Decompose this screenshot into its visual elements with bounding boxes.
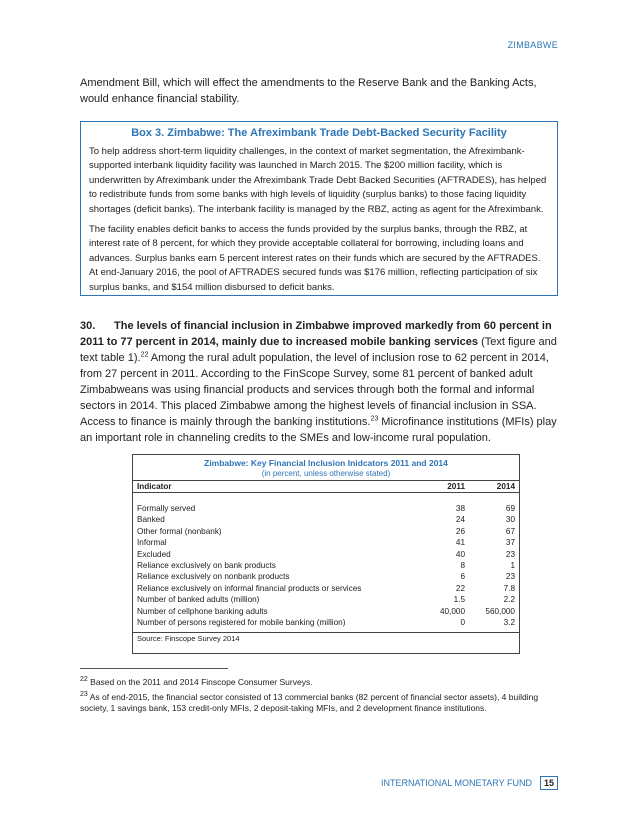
- paragraph-30: [80, 318, 560, 446]
- value-2014: 67: [505, 526, 515, 536]
- table-row: [133, 549, 519, 560]
- paragraph-number: 30.: [80, 320, 96, 332]
- value-2014: 69: [505, 504, 515, 513]
- header-indicator: Indicator: [137, 482, 172, 491]
- table-row: [133, 594, 519, 605]
- running-header: ZIMBABWE: [507, 40, 558, 50]
- header-2011: 2011: [447, 482, 465, 491]
- value-2011: 40,000: [439, 606, 465, 616]
- value-2011: 22: [455, 583, 465, 593]
- value-2011: 38: [455, 504, 465, 513]
- row-label: Other formal (nonbank): [137, 526, 222, 536]
- paragraph-text-a: (Text figure and text table 1).: [80, 336, 557, 364]
- footnote-ref-23[interactable]: 23: [370, 415, 379, 423]
- box-paragraph-1: To help address short-term liquidity challenges, in the context of market segmentation, the Afreximbank-supported interbank liquidity facility was launched in March 2015. The $200 million facility, which is underwritten by Afreximbank under the Afreximbank Trade Debt Backed Securities (AFTRADES), has helped to redistribute funds from some banks with high levels of liquidity (surplus banks) to those facing liquidity shortages (deficit banks). The interbank facility is managed by the RBZ, acting as agent for the Afreximbank.: [89, 145, 547, 215]
- row-label: Reliance exclusively on nonbank products: [137, 572, 290, 582]
- row-label: Number of persons registered for mobile banking (million): [137, 618, 346, 628]
- table-row: [133, 526, 519, 537]
- table-row: [133, 514, 519, 525]
- header-2014: 2014: [496, 482, 515, 491]
- table-subtitle: (in percent, unless otherwise stated): [261, 469, 391, 478]
- value-2014: 560,000: [485, 606, 515, 616]
- row-label: Excluded: [137, 549, 171, 559]
- box-paragraph-2: The facility enables deficit banks to access the funds provided by the surplus banks, through the RBZ, at interest rate of 8 percent, for which they provide acceptable collateral for borrowing, including loans and advances. Surplus banks earn 5 percent interest rates on their funds which are secured by the AFTRADES. At end-January 2016, the pool of AFTRADES secured funds was $176 million, reflecting participation of six surplus banks, and $154 million disbursed to deficit banks.: [89, 223, 541, 293]
- value-2011: 24: [455, 515, 465, 525]
- table-title: Zimbabwe: Key Financial Inclusion Inidcators 2011 and 2014: [204, 458, 448, 468]
- table-row: [133, 571, 519, 582]
- paragraph-text-b: Among the rural adult population, the level of inclusion rose to 62 percent in 2014, from 27 percent in 2011. According to the FinScope Survey, some 81 percent of banked adult Zimbabweans was using financial products and services through both the formal and informal sectors in 2014. This placed Zimbabwe among the highest levels of financial inclusion in SSA. Access to finance is mainly through the banking institutions.: [80, 352, 549, 428]
- paragraph-continuation: Amendment Bill, which will effect the amendments to the Reserve Bank and the Banking Acts, would enhance financial stability.: [80, 77, 537, 105]
- page-footer: [381, 776, 558, 790]
- row-label: Number of cellphone banking adults: [137, 606, 268, 616]
- table-row: [133, 503, 519, 514]
- row-label: Reliance exclusively on bank products: [137, 561, 276, 571]
- row-label: Informal: [137, 538, 167, 548]
- footnote-text: As of end-2015, the financial sector consisted of 13 commercial banks (82 percent of financial sector assets), 4 building society, 1 savings bank, 153 credit-only MFIs, 2 deposit-taking MFIs, and 2 development finance institutions.: [80, 692, 539, 713]
- table-row: [133, 560, 519, 571]
- value-2014: 3.2: [503, 618, 515, 628]
- value-2014: 37: [505, 538, 515, 548]
- table-source: Source: Finscope Survey 2014: [133, 632, 519, 644]
- value-2014: 1: [510, 561, 515, 571]
- footnote-ref-22[interactable]: 22: [140, 351, 149, 359]
- paragraph-text-c: Microfinance institutions (MFIs) play an important role in channeling credits to the SMEs and low-income rural population.: [80, 416, 557, 444]
- row-label: Reliance exclusively on informal financial products or services: [137, 583, 362, 593]
- box-3: [80, 121, 558, 296]
- value-2014: 23: [505, 549, 515, 559]
- value-2011: 40: [455, 549, 465, 559]
- value-2014: 2.2: [503, 595, 515, 605]
- financial-inclusion-table: [132, 454, 520, 654]
- value-2011: 0: [460, 618, 465, 628]
- value-2011: 8: [460, 561, 465, 571]
- value-2011: 1.5: [453, 595, 465, 605]
- value-2014: 23: [505, 572, 515, 582]
- box-title: Box 3. Zimbabwe: The Afreximbank Trade Debt-Backed Security Facility: [131, 127, 507, 139]
- paragraph-lead: The levels of financial inclusion in Zimbabwe improved markedly from 60 percent in 2011 to 77 percent in 2014, mainly due to increased mobile banking services: [80, 320, 552, 348]
- value-2014: 30: [505, 515, 515, 525]
- table-row: [133, 583, 519, 594]
- footnote-23: [80, 692, 560, 714]
- table-body: [133, 503, 519, 628]
- footer-org: INTERNATIONAL MONETARY FUND: [380, 778, 532, 788]
- value-2011: 41: [455, 538, 465, 548]
- table-row: [133, 606, 519, 617]
- table-row: [133, 537, 519, 548]
- row-label: Formally served: [137, 504, 196, 513]
- footnote-divider: [80, 668, 228, 669]
- value-2011: 26: [455, 526, 465, 536]
- value-2014: 7.8: [503, 583, 515, 593]
- footnote-22: [80, 677, 560, 688]
- page-number: 15: [540, 776, 558, 790]
- value-2011: 6: [460, 572, 465, 582]
- table-row: [133, 617, 519, 628]
- row-label: Number of banked adults (million): [137, 595, 260, 605]
- footnote-text: Based on the 2011 and 2014 Finscope Consumer Surveys.: [87, 677, 313, 687]
- footnote-number: 23: [80, 691, 88, 699]
- footnote-number: 22: [80, 676, 88, 684]
- table-header: [133, 480, 519, 493]
- row-label: Banked: [137, 515, 165, 525]
